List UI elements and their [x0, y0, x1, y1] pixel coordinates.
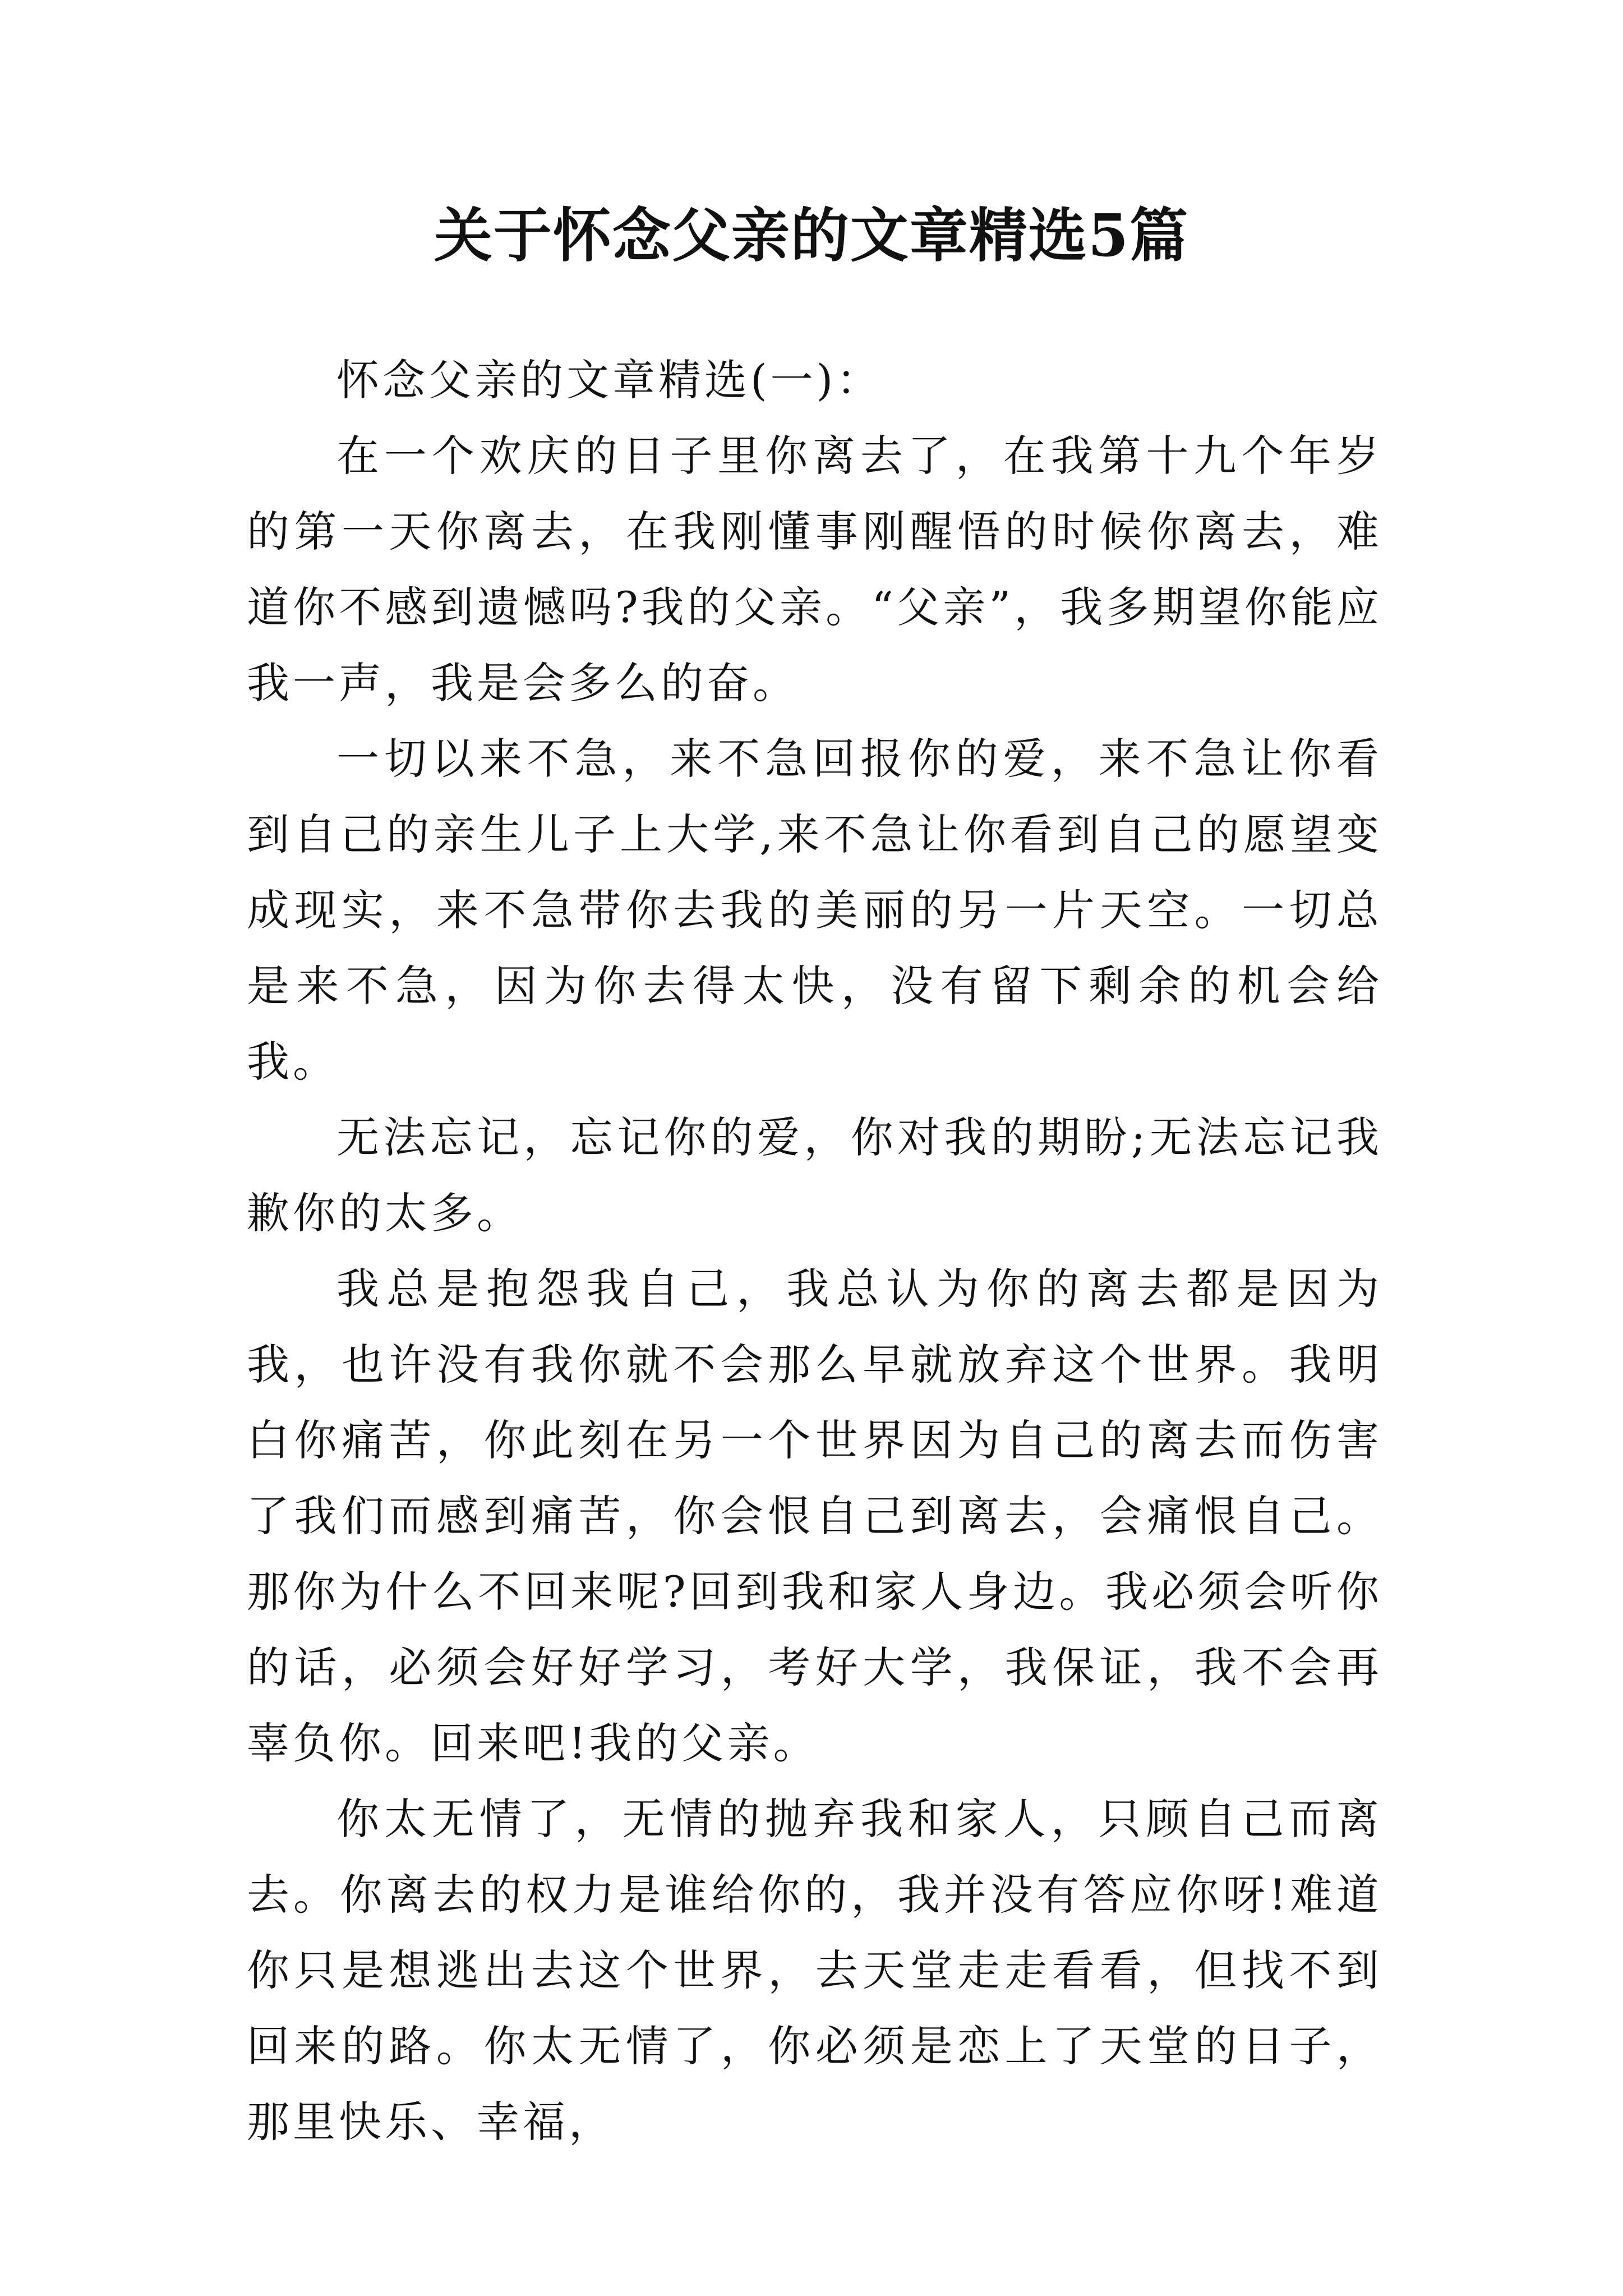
paragraph: 你太无情了，无情的抛弃我和家人，只顾自己而离去。你离去的权力是谁给你的，我并没有答应你呀!难道你只是想逃出去这个世界，去天堂走走看看，但找不到回来的路。你太无情了，你必须是恋上了天堂的日子，那里快乐、幸福， — [247, 1794, 1382, 2147]
paragraph: 一切以来不急，来不急回报你的爱，来不急让你看到自己的亲生儿子上大学,来不急让你看到自己的愿望变成现实，来不急带你去我的美丽的另一片天空。一切总是来不急，因为你去得太快，没有留下剩余的机会给我。 — [247, 734, 1382, 1087]
section-heading: 怀念父亲的文章精选(一)： — [336, 355, 883, 405]
document-title: 关于怀念父亲的文章精选5篇 — [434, 201, 1189, 270]
paragraph: 在一个欢庆的日子里你离去了，在我第十九个年岁的第一天你离去，在我刚懂事刚醒悟的时候你离去，难道你不感到遗憾吗?我的父亲。“父亲”，我多期望你能应我一声，我是会多么的奋。 — [247, 431, 1382, 708]
paragraph: 无法忘记，忘记你的爱，你对我的期盼;无法忘记我歉你的太多。 — [247, 1112, 1382, 1238]
document-body — [247, 342, 1382, 2160]
paragraph: 我总是抱怨我自己，我总认为你的离去都是因为我，也许没有我你就不会那么早就放弃这个世界。我明白你痛苦，你此刻在另一个世界因为自己的离去而伤害了我们而感到痛苦，你会恨自己到离去，会痛恨自己。那你为什么不回来呢?回到我和家人身边。我必须会听你的话，必须会好好学习，考好大学，我保证，我不会再辜负你。回来吧!我的父亲。 — [247, 1264, 1382, 1768]
